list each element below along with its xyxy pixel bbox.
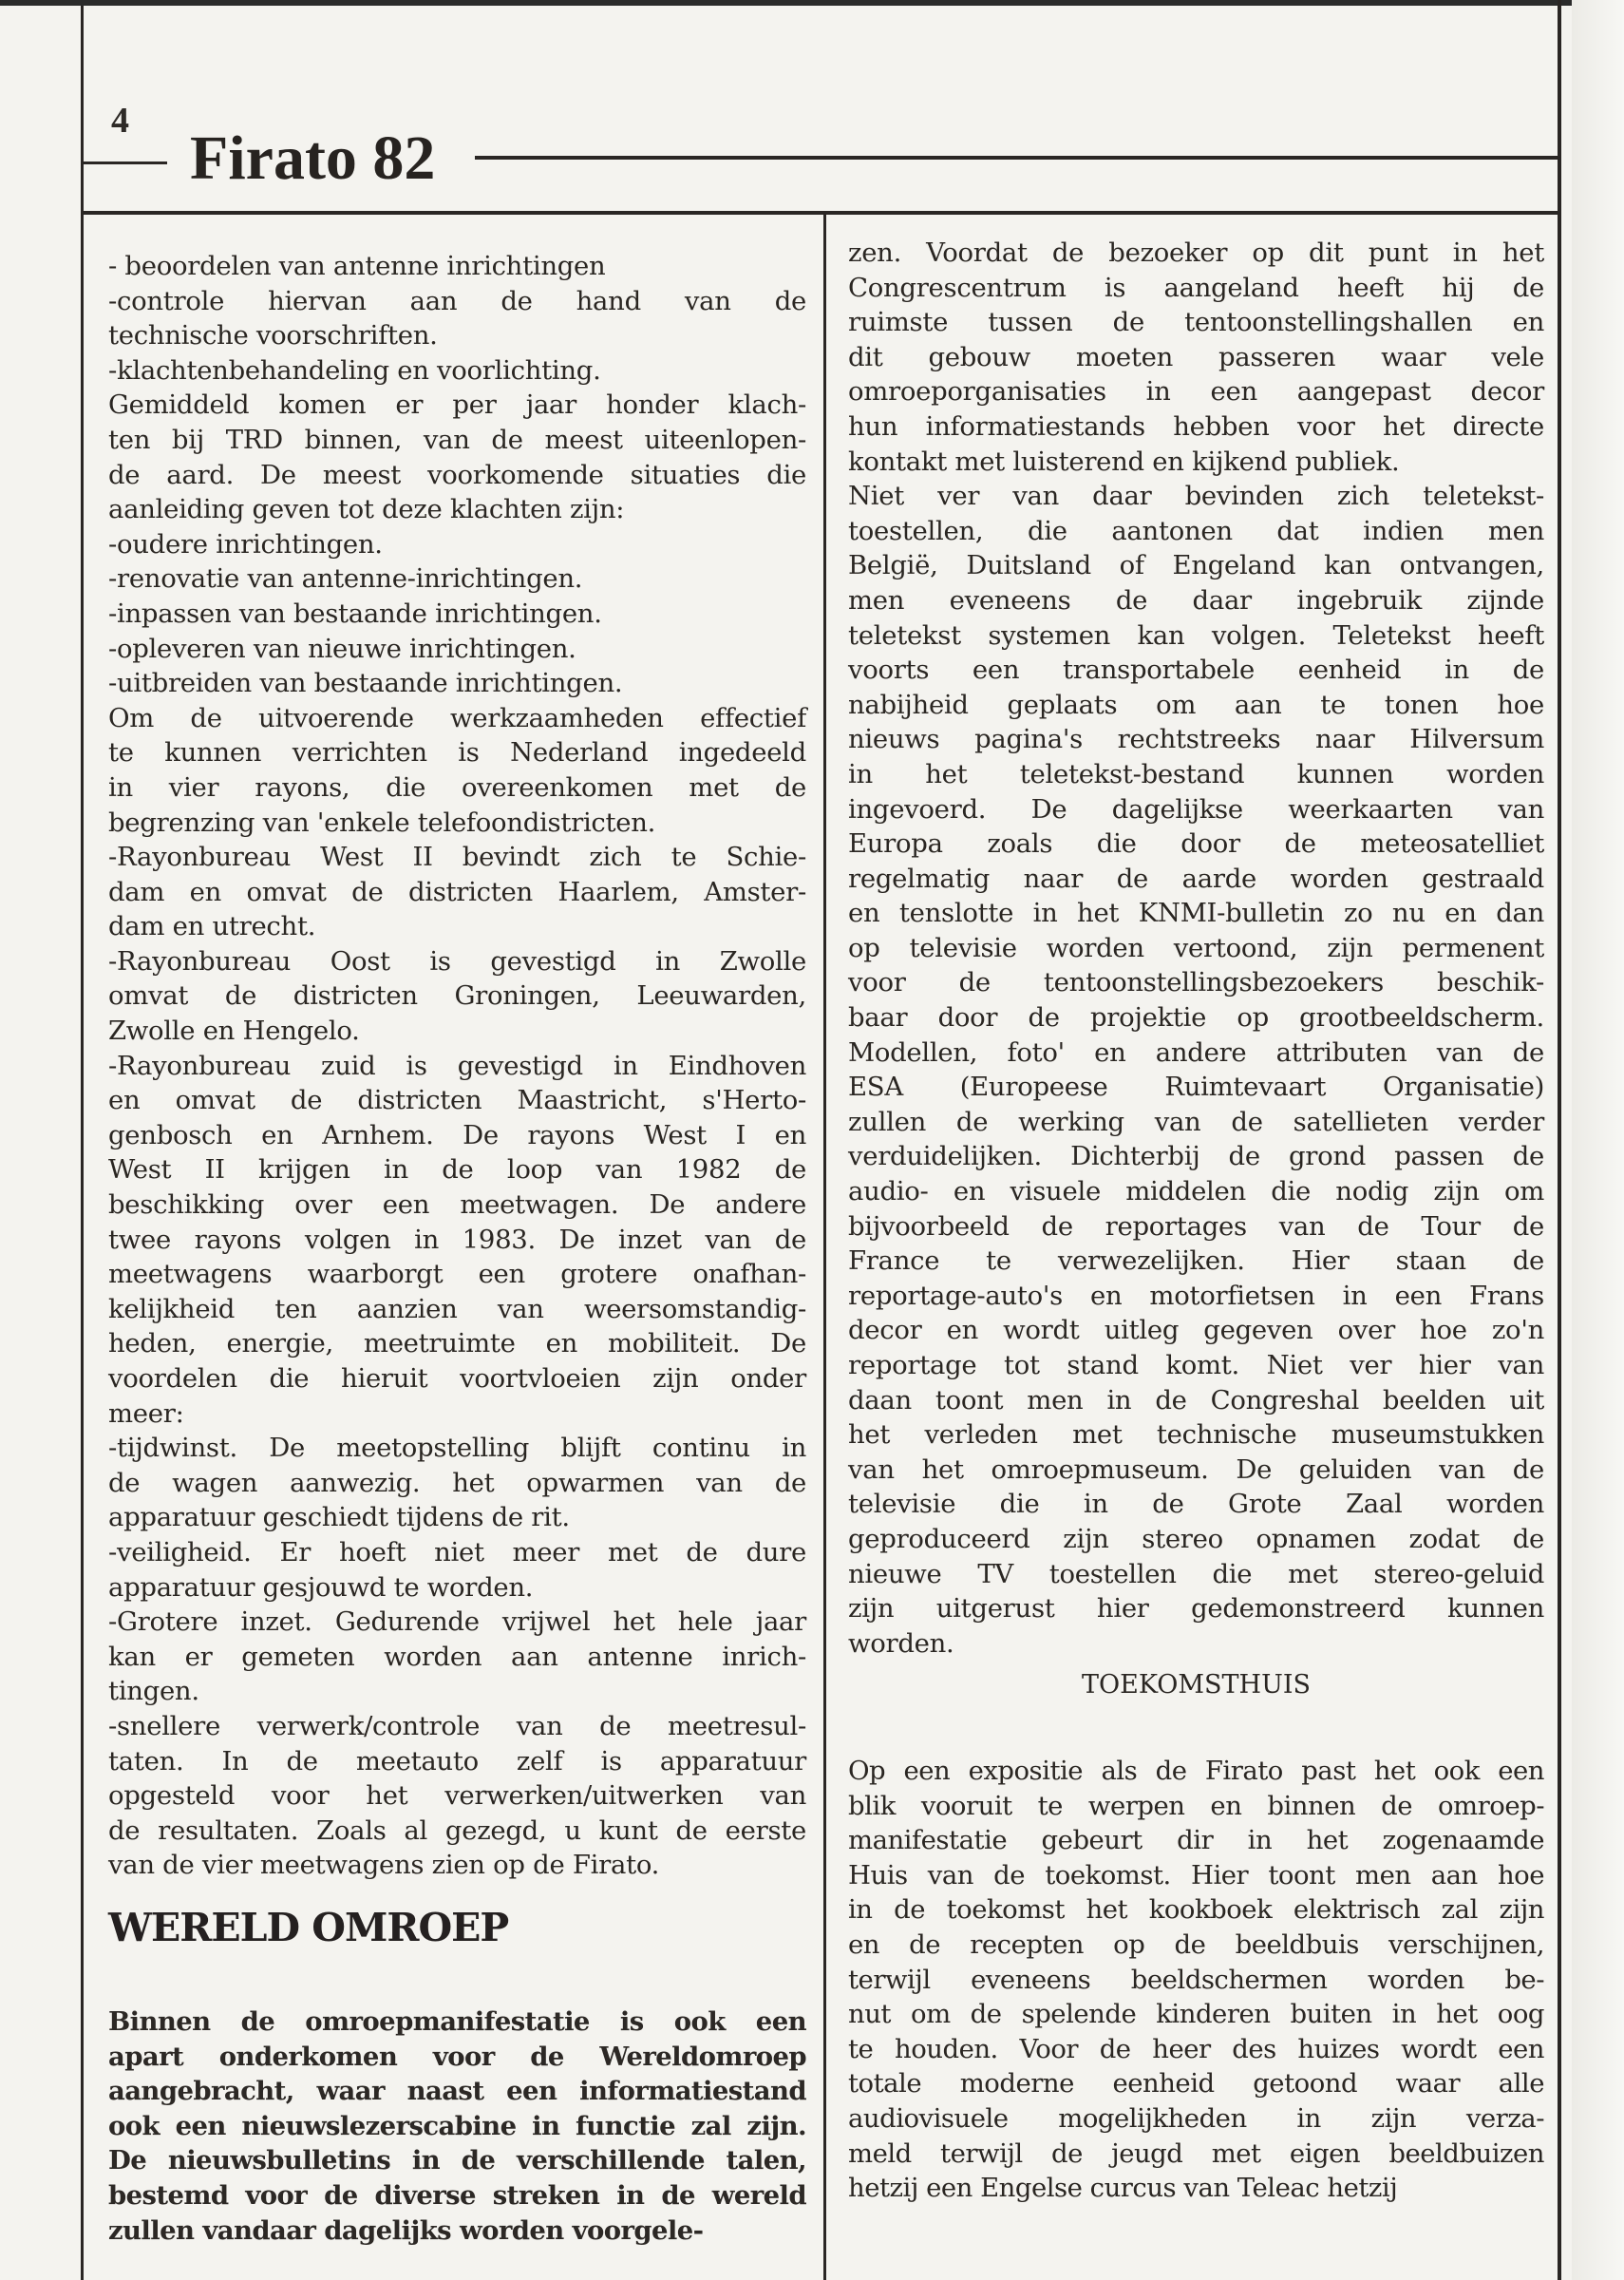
- text-line: nabijheid geplaats om aan te tonen hoe: [848, 689, 1544, 720]
- text-line: -veiligheid. Er hoeft niet meer met de dure: [108, 1536, 806, 1568]
- text-line: beschikking over een meetwagen. De andere: [108, 1189, 806, 1221]
- text-line: hetzij een Engelse curcus van Teleac hetzij: [848, 2173, 1398, 2204]
- wereld-omroep-paragraph: [108, 2004, 806, 2248]
- text-line: omroeporganisaties in een aangepast decor: [848, 376, 1544, 408]
- text-line: -renovatie van antenne-inrichtingen.: [108, 563, 583, 595]
- text-line: ook een nieuwslezerscabine in functie zal zijn.: [108, 2110, 806, 2141]
- text-line: heden, energie, meetruimte en mobiliteit. De: [108, 1328, 806, 1359]
- text-line: ruimste tussen de tentoonstellingshallen en: [848, 307, 1544, 338]
- text-line: Niet ver van daar bevinden zich teletekst-: [848, 481, 1544, 512]
- text-line: bestemd voor de diverse streken in de wereld: [108, 2179, 806, 2211]
- text-line: reportage tot stand komt. Niet ver hier van: [848, 1350, 1544, 1380]
- text-line: -controle hiervan aan de hand van de: [108, 285, 806, 316]
- text-line: terwijl eveneens beeldschermen worden be-: [848, 1964, 1544, 1995]
- text-line: blik vooruit te werpen en binnen de omroep-: [848, 1790, 1544, 1821]
- column-divider: [823, 211, 826, 2280]
- text-line: France te verwezelijken. Hier staan de: [848, 1245, 1544, 1277]
- text-line: omvat de districten Groningen, Leeuwarden,: [108, 980, 806, 1012]
- text-line: -Rayonbureau Oost is gevestigd in Zwolle: [108, 945, 806, 977]
- text-line: teletekst systemen kan volgen. Teletekst heeft: [848, 619, 1544, 651]
- text-line: toestellen, die aantonen dat indien men: [848, 515, 1544, 546]
- text-line: hun informatiestands hebben voor het directe: [848, 410, 1544, 442]
- text-line: aangebracht, waar naast een informatiestand: [108, 2076, 806, 2107]
- scan-right-margin: [1572, 0, 1624, 2280]
- text-line: apparatuur geschiedt tijdens de rit.: [108, 1502, 570, 1533]
- text-line: meetwagens waarborgt een grotere onafhan-: [108, 1259, 806, 1290]
- text-line: televisie die in de Grote Zaal worden: [848, 1489, 1544, 1520]
- text-line: zullen de werking van de satellieten verder: [848, 1106, 1544, 1137]
- toekomsthuis-paragraph: [848, 1754, 1544, 2206]
- text-line: te kunnen verrichten is Nederland ingedeeld: [108, 737, 806, 769]
- text-line: voorts een transportabele eenheid in de: [848, 655, 1544, 686]
- text-line: België, Duitsland of Engeland kan ontvangen,: [848, 550, 1544, 581]
- text-line: begrenzing van 'enkele telefoondistricten.: [108, 807, 656, 838]
- text-line: van de vier meetwagens zien op de Firato.: [108, 1850, 660, 1881]
- text-line: -tijdwinst. De meetopstelling blijft continu in: [108, 1433, 806, 1464]
- text-line: -oudere inrichtingen.: [108, 528, 383, 560]
- scan-top-edge: [0, 0, 1624, 6]
- text-line: voor de tentoonstellingsbezoekers beschik-: [848, 967, 1544, 998]
- left-column-text: [108, 249, 806, 1883]
- text-line: ingevoerd. De dagelijkse weerkaarten van: [848, 793, 1544, 825]
- text-line: Modellen, foto' en andere attributen van de: [848, 1036, 1544, 1068]
- text-line: Zwolle en Hengelo.: [108, 1016, 360, 1047]
- text-line: Congrescentrum is aangeland heeft hij de: [848, 272, 1544, 303]
- text-line: dit gebouw moeten passeren waar vele: [848, 341, 1544, 372]
- text-line: apart onderkomen voor de Wereldomroep: [108, 2041, 806, 2072]
- text-line: en tenslotte in het KNMI-bulletin zo nu en dan: [848, 898, 1544, 929]
- text-line: zen. Voordat de bezoeker op dit punt in het: [848, 238, 1544, 268]
- text-line: geproduceerd zijn stereo opnamen zodat de: [848, 1523, 1544, 1554]
- text-line: in de toekomst het kookboek elektrisch zal zijn: [848, 1894, 1544, 1926]
- text-line: -klachtenbehandeling en voorlichting.: [108, 354, 601, 386]
- text-line: zijn uitgerust hier gedemonstreerd kunnen: [848, 1593, 1544, 1624]
- text-line: tingen.: [108, 1676, 199, 1707]
- text-line: Gemiddeld komen er per jaar honder klach-: [108, 390, 806, 421]
- page-border-right: [1558, 0, 1561, 2280]
- text-line: op televisie worden vertoond, zijn permenent: [848, 932, 1544, 963]
- text-line: audiovisuele mogelijkheden in zijn verza-: [848, 2102, 1544, 2134]
- text-line: nut om de spelende kinderen buiten in het oog: [848, 1999, 1544, 2030]
- page-title: Firato 82: [182, 127, 443, 190]
- right-column-text: [848, 236, 1544, 1661]
- text-line: bijvoorbeeld de reportages van de Tour de: [848, 1210, 1544, 1242]
- text-line: kan er gemeten worden aan antenne inrich-: [108, 1641, 806, 1672]
- text-line: en omvat de districten Maastricht, s'Herto-: [108, 1085, 806, 1116]
- text-line: kontakt met luisterend en kijkend publiek.: [848, 446, 1400, 477]
- text-line: baar door de projektie op grootbeeldscherm.: [848, 1002, 1544, 1034]
- text-line: ESA (Europeese Ruimtevaart Organisatie): [848, 1072, 1544, 1103]
- text-line: te houden. Voor de heer des huizes wordt een: [848, 2033, 1544, 2064]
- text-line: - beoordelen van antenne inrichtingen: [108, 251, 606, 281]
- text-line: en de recepten op de beeldbuis verschijnen,: [848, 1928, 1544, 1960]
- text-line: aanleiding geven tot deze klachten zijn:: [108, 494, 625, 525]
- text-line: de wagen aanwezig. het opwarmen van de: [108, 1467, 806, 1498]
- text-line: genbosch en Arnhem. De rayons West I en: [108, 1119, 806, 1150]
- text-line: verduidelijken. Dichterbij de grond passen de: [848, 1141, 1544, 1172]
- text-line: meer:: [108, 1397, 184, 1429]
- text-line: nieuwe TV toestellen die met stereo-geluid: [848, 1558, 1544, 1589]
- text-line: dam en utrecht.: [108, 911, 316, 942]
- text-line: -Rayonbureau zuid is gevestigd in Eindhoven: [108, 1050, 806, 1081]
- text-line: -opleveren van nieuwe inrichtingen.: [108, 633, 576, 664]
- header-rule-right: [475, 156, 1559, 160]
- text-line: Op een expositie als de Firato past het ook een: [848, 1756, 1544, 1786]
- text-line: de aard. De meest voorkomende situaties die: [108, 459, 806, 490]
- text-line: regelmatig naar de aarde worden gestraald: [848, 863, 1544, 894]
- text-line: daan toont men in de Congreshal beelden uit: [848, 1384, 1544, 1416]
- text-line: de resultaten. Zoals al gezegd, u kunt de eerste: [108, 1814, 806, 1846]
- section-heading-wereld-omroep: WERELD OMROEP: [108, 1905, 509, 1950]
- text-line: opgesteld voor het verwerken/uitwerken van: [108, 1780, 806, 1812]
- text-line: in het teletekst-bestand kunnen worden: [848, 758, 1544, 789]
- text-line: decor en wordt uitleg gegeven over hoe zo'n: [848, 1315, 1544, 1346]
- text-line: reportage-auto's en motorfietsen in een Frans: [848, 1280, 1544, 1311]
- text-line: totale moderne eenheid getoond waar alle: [848, 2068, 1544, 2100]
- text-line: West II krijgen in de loop van 1982 de: [108, 1154, 806, 1186]
- text-line: zullen vandaar dagelijks worden voorgele-: [108, 2214, 704, 2246]
- header-box-bottom-rule: [84, 211, 1559, 215]
- text-line: Europa zoals die door de meteosatelliet: [848, 828, 1544, 860]
- text-line: dam en omvat de districten Haarlem, Amster-: [108, 876, 806, 907]
- text-line: worden.: [848, 1627, 954, 1659]
- text-line: technische voorschriften.: [108, 320, 438, 352]
- text-line: Huis van de toekomst. Hier toont men aan hoe: [848, 1859, 1544, 1890]
- text-line: in vier rayons, die overeenkomen met de: [108, 771, 806, 803]
- text-line: het verleden met technische museumstukken: [848, 1419, 1544, 1451]
- text-line: meld terwijl de jeugd met eigen beeldbuizen: [848, 2138, 1544, 2169]
- text-line: audio- en visuele middelen die nodig zijn om: [848, 1176, 1544, 1207]
- header-rule-left: [84, 162, 167, 164]
- text-line: De nieuwsbulletins in de verschillende talen,: [108, 2145, 806, 2176]
- text-line: Om de uitvoerende werkzaamheden effectief: [108, 702, 806, 733]
- section-heading-toekomsthuis: TOEKOMSTHUIS: [1081, 1670, 1312, 1700]
- text-line: -uitbreiden van bestaande inrichtingen.: [108, 668, 623, 699]
- text-line: nieuws pagina's rechtstreeks naar Hilversum: [848, 724, 1544, 755]
- text-line: kelijkheid ten aanzien van weersomstandig-: [108, 1293, 806, 1324]
- text-line: men eveneens de daar ingebruik zijnde: [848, 584, 1544, 616]
- text-line: van het omroepmuseum. De geluiden van de: [848, 1454, 1544, 1485]
- text-line: Binnen de omroepmanifestatie is ook een: [108, 2006, 806, 2037]
- text-line: apparatuur gesjouwd te worden.: [108, 1571, 534, 1603]
- text-line: taten. In de meetauto zelf is apparatuur: [108, 1745, 806, 1776]
- page-border-left: [81, 6, 84, 2280]
- text-line: ten bij TRD binnen, van de meest uiteenlopen-: [108, 424, 806, 455]
- text-line: -Rayonbureau West II bevindt zich te Schie-: [108, 842, 806, 873]
- text-line: -inpassen van bestaande inrichtingen.: [108, 598, 602, 629]
- text-line: manifestatie gebeurt dir in het zogenaamde: [848, 1825, 1544, 1856]
- text-line: twee rayons volgen in 1983. De inzet van de: [108, 1224, 806, 1255]
- text-line: -snellere verwerk/controle van de meetresul-: [108, 1710, 806, 1741]
- text-line: -Grotere inzet. Gedurende vrijwel het hele jaar: [108, 1606, 806, 1638]
- page-number: 4: [111, 101, 129, 141]
- text-line: voordelen die hieruit voortvloeien zijn onder: [108, 1363, 806, 1394]
